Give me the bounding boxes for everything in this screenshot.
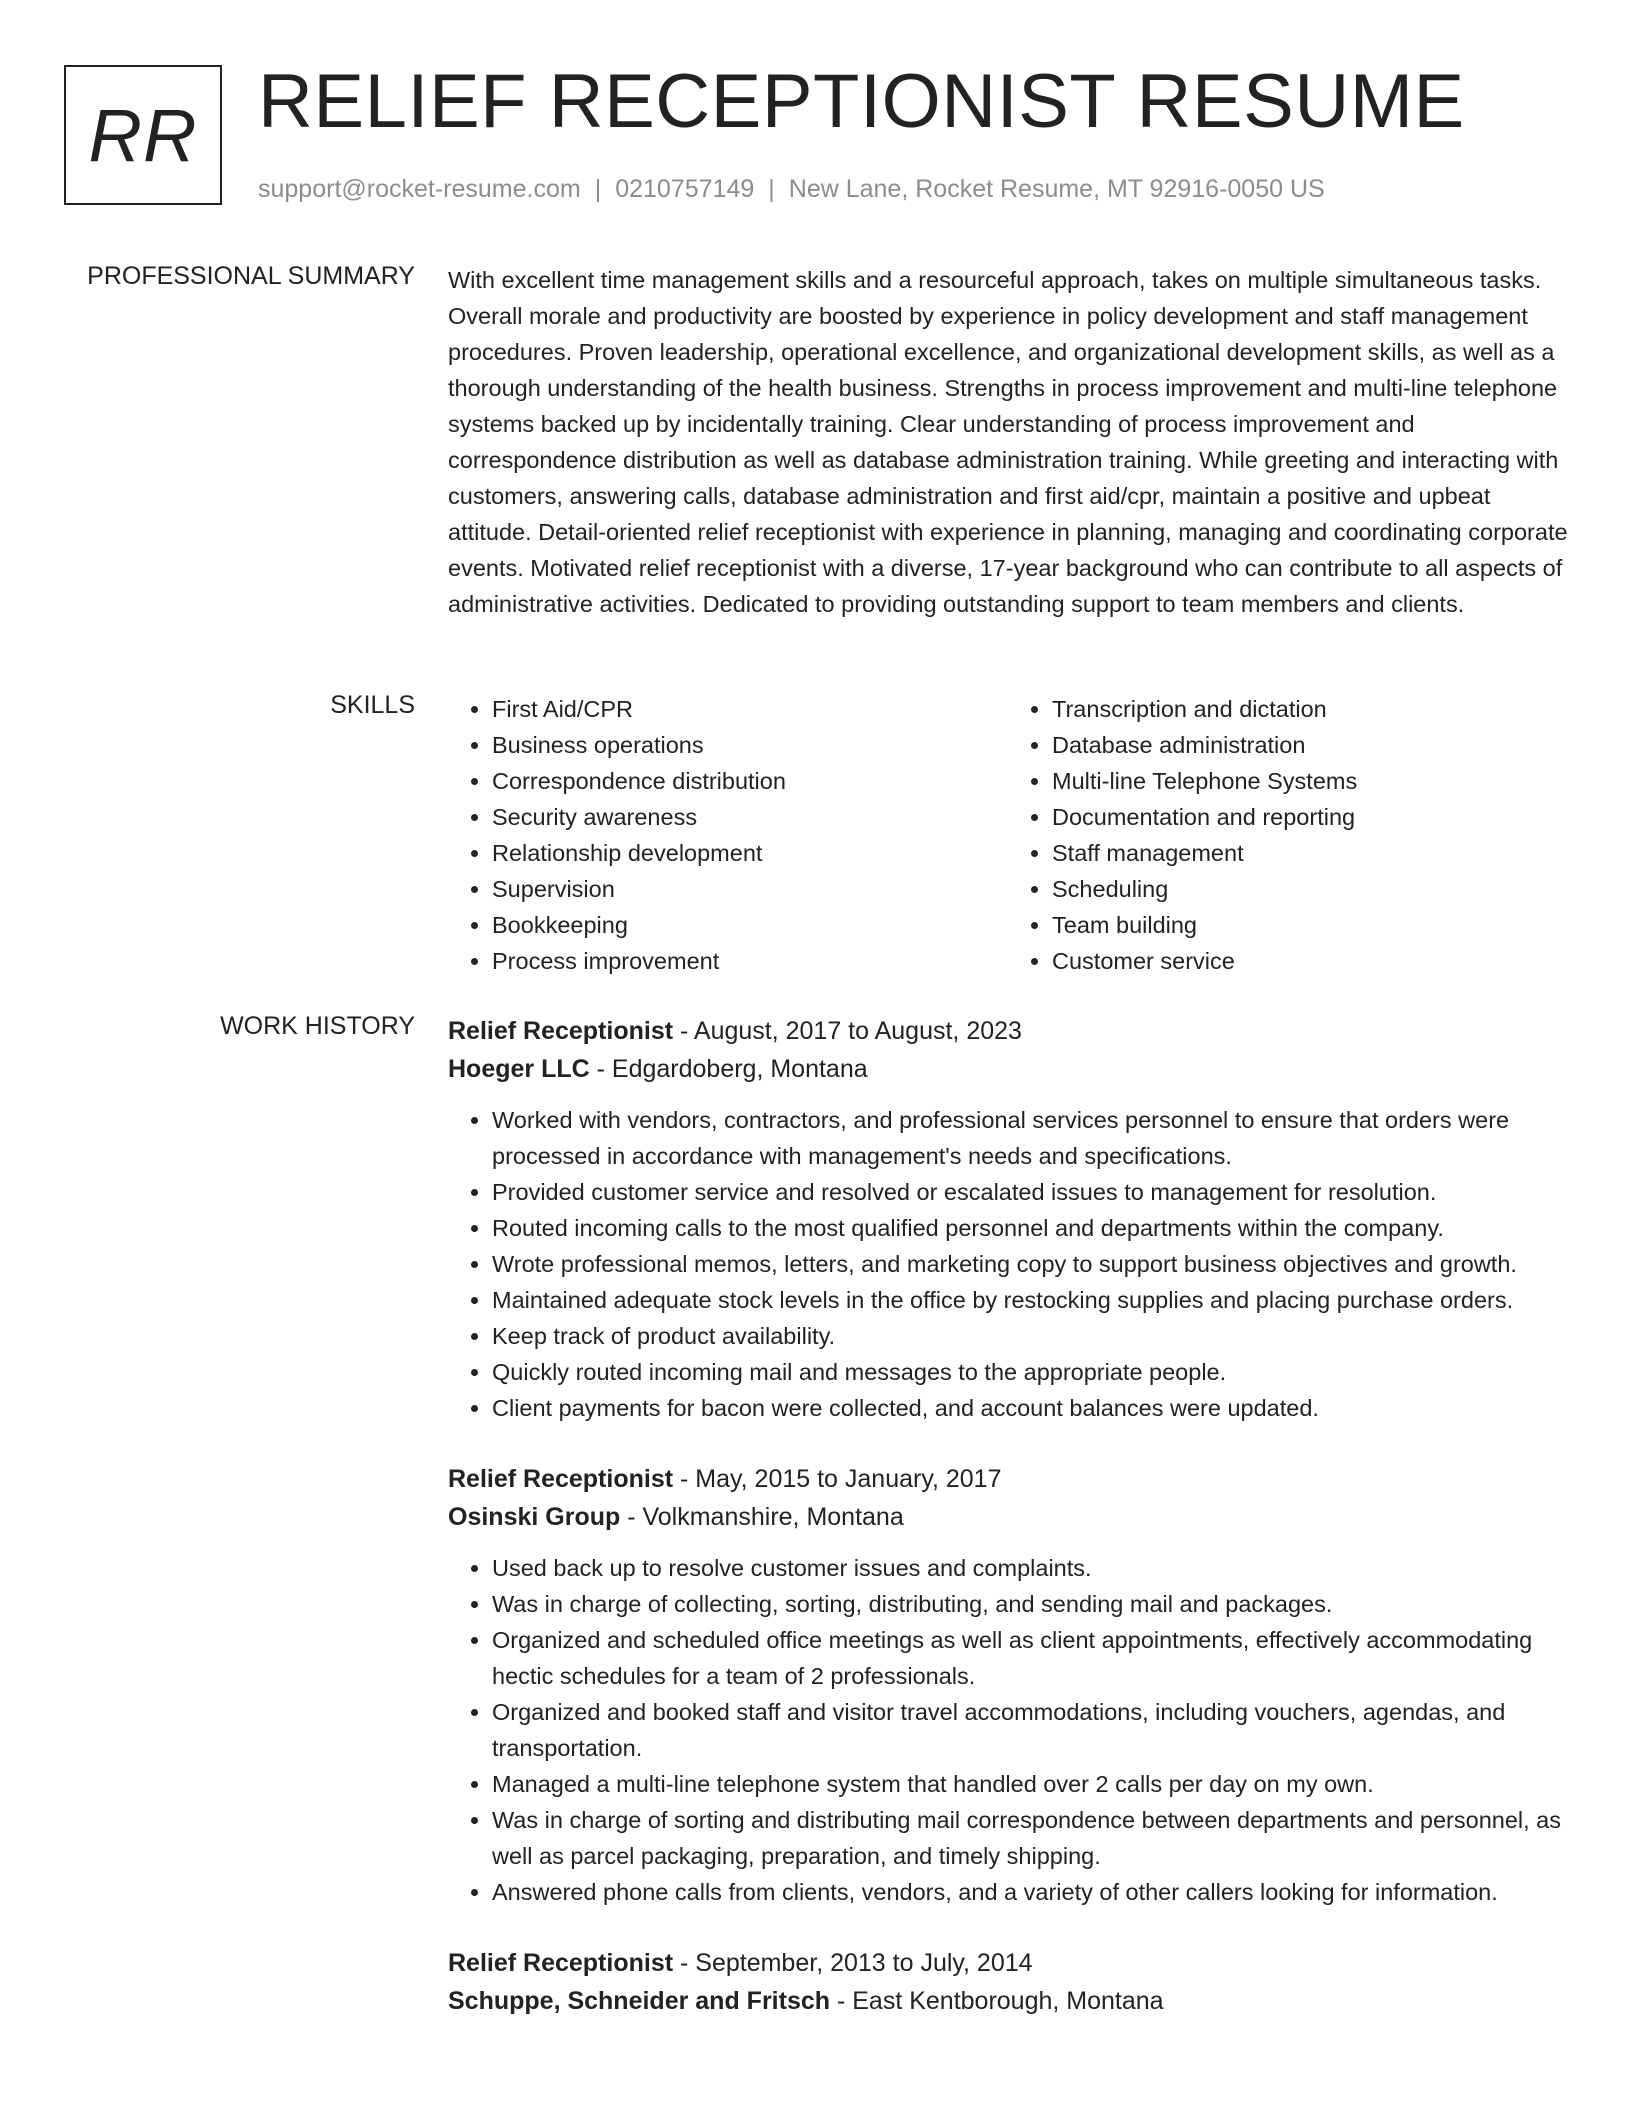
job-bullet: • Managed a multi-line telephone system that handled over 2 calls per day on my own. [492, 1766, 1568, 1802]
section-label-skills: SKILLS [330, 691, 415, 719]
skill-item: • Scheduling [1052, 871, 1568, 907]
phone[interactable]: 0210757149 [615, 175, 755, 203]
job-bullet: • Organized and scheduled office meetings as well as client appointments, effectively accommodating hectic schedules for a team of 2 professionals. [492, 1622, 1568, 1694]
job-title-line [448, 1460, 1568, 1498]
job-dates: - September, 2013 to July, 2014 [673, 1949, 1033, 1977]
job-title: Relief Receptionist [448, 1465, 674, 1493]
job-bullet: • Worked with vendors, contractors, and professional services personnel to ensure that orders were processed in accordance with management's needs and specifications. [492, 1102, 1568, 1174]
skill-item: • Staff management [1052, 835, 1568, 871]
job-company: Schuppe, Schneider and Fritsch [448, 1987, 831, 2015]
monogram: RR [64, 65, 222, 205]
skill-item: • Correspondence distribution [492, 763, 1008, 799]
job-title-line [448, 1944, 1568, 1982]
job-bullet: • Wrote professional memos, letters, and marketing copy to support business objectives and growth. [492, 1246, 1568, 1282]
job-bullet: • Maintained adequate stock levels in the office by restocking supplies and placing purchase orders. [492, 1282, 1568, 1318]
job-dates: - May, 2015 to January, 2017 [673, 1465, 1002, 1493]
job-title-line [448, 1012, 1568, 1050]
job-bullets [448, 1550, 1568, 1910]
job-company-line [448, 1050, 1568, 1088]
skill-item: • First Aid/CPR [492, 691, 1008, 727]
job-entry [448, 1944, 1568, 2020]
job-bullets [448, 1102, 1568, 1426]
skill-item: • Database administration [1052, 727, 1568, 763]
skill-item: • Security awareness [492, 799, 1008, 835]
skill-item: • Relationship development [492, 835, 1008, 871]
job-company-line [448, 1498, 1568, 1536]
job-bullet: • Provided customer service and resolved or escalated issues to management for resolution. [492, 1174, 1568, 1210]
skill-item: • Multi-line Telephone Systems [1052, 763, 1568, 799]
skills-list-left [448, 691, 1008, 979]
separator: | [768, 175, 775, 203]
job-entry [448, 1460, 1568, 1910]
address: New Lane, Rocket Resume, MT 92916-0050 US [788, 175, 1325, 203]
job-company: Hoeger LLC [448, 1055, 590, 1083]
skill-item: • Customer service [1052, 943, 1568, 979]
contact-line [258, 175, 1325, 204]
job-bullet: • Routed incoming calls to the most qualified personnel and departments within the company. [492, 1210, 1568, 1246]
job-bullet: • Was in charge of sorting and distributing mail correspondence between departments and personnel, as well as parcel packaging, preparation, and timely shipping. [492, 1802, 1568, 1874]
skill-item: • Bookkeeping [492, 907, 1008, 943]
job-bullet: • Keep track of product availability. [492, 1318, 1568, 1354]
job-bullet: • Was in charge of collecting, sorting, distributing, and sending mail and packages. [492, 1586, 1568, 1622]
job-company-line [448, 1982, 1568, 2020]
skill-item: • Transcription and dictation [1052, 691, 1568, 727]
skill-item: • Supervision [492, 871, 1008, 907]
summary-text: With excellent time management skills and a resourceful approach, takes on multiple simultaneous tasks. Overall morale and productivity are boosted by experience in policy development and staff management procedures. Proven leadership, operational excellence, and organizational development skills, as well as a thorough understanding of the health business. Strengths in process improvement and multi-line telephone systems backed up by incidentally training. Clear understanding of process improvement and correspondence distribution as well as database administration training. While greeting and interacting with customers, answering calls, database administration and first aid/cpr, maintain a positive and upbeat attitude. Detail-oriented relief receptionist with experience in planning, managing and coordinating corporate events. Motivated relief receptionist with a diverse, 17-year background who can contribute to all aspects of administrative activities. Dedicated to providing outstanding support to team members and clients. [448, 267, 1568, 617]
job-location: - Edgardoberg, Montana [589, 1055, 868, 1083]
section-label-summary: PROFESSIONAL SUMMARY [87, 262, 415, 290]
skill-item: • Business operations [492, 727, 1008, 763]
job-bullet: • Organized and booked staff and visitor travel accommodations, including vouchers, agendas, and transportation. [492, 1694, 1568, 1766]
job-location: - East Kentborough, Montana [830, 1987, 1164, 2015]
job-bullet: • Client payments for bacon were collected, and account balances were updated. [492, 1390, 1568, 1426]
job-location: - Volkmanshire, Montana [620, 1503, 904, 1531]
job-dates: - August, 2017 to August, 2023 [673, 1017, 1022, 1045]
job-company: Osinski Group [448, 1503, 621, 1531]
skills-list-right [1008, 691, 1568, 979]
job-bullet: • Answered phone calls from clients, vendors, and a variety of other callers looking for information. [492, 1874, 1568, 1910]
skill-item: • Process improvement [492, 943, 1008, 979]
separator: | [594, 175, 602, 203]
skill-item: • Team building [1052, 907, 1568, 943]
job-title: Relief Receptionist [448, 1949, 674, 1977]
job-title: Relief Receptionist [448, 1017, 674, 1045]
page-title: RELIEF RECEPTIONIST RESUME [258, 59, 1465, 144]
job-bullet: • Quickly routed incoming mail and messages to the appropriate people. [492, 1354, 1568, 1390]
skill-item: • Documentation and reporting [1052, 799, 1568, 835]
job-bullet: • Used back up to resolve customer issues and complaints. [492, 1550, 1568, 1586]
job-entry [448, 1012, 1568, 1426]
section-label-work: WORK HISTORY [220, 1012, 415, 1040]
email[interactable]: support@rocket-resume.com [258, 175, 581, 203]
